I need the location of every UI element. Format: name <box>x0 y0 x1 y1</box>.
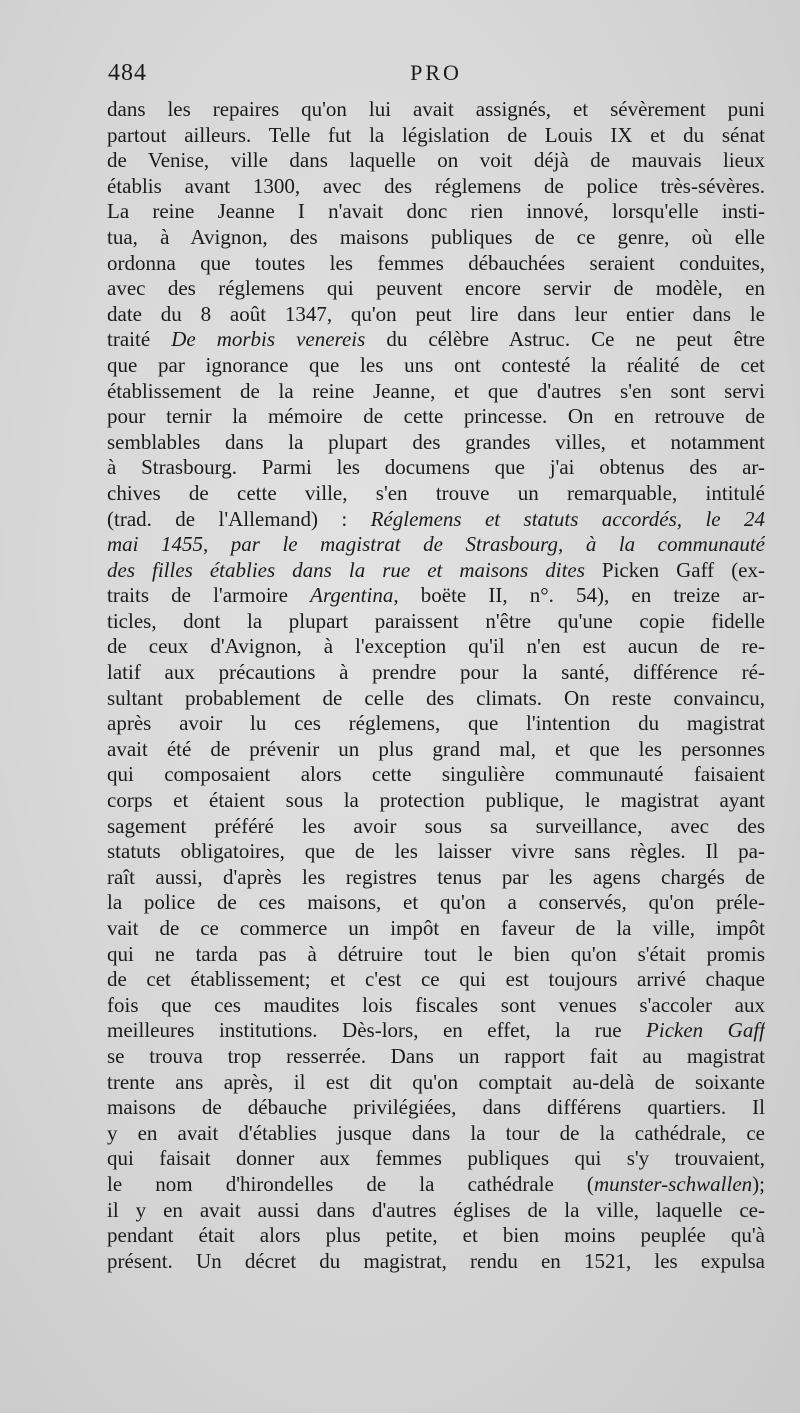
text-line: de Venise, ville dans laquelle on voit déjà de mauvais lieux <box>107 148 765 173</box>
text-line: vait de ce commerce un impôt en faveur de la ville, impôt <box>107 916 765 940</box>
italic-text: De morbis venereis <box>171 327 366 352</box>
text-line: fois que ces maudites lois fiscales sont venues s'accoler aux <box>107 992 765 1017</box>
text-line: partout ailleurs. Telle fut la législation de Louis IX et du sénat <box>107 122 765 147</box>
text-line: avait été de prévenir un plus grand mal, et que les personnes <box>107 736 765 761</box>
italic-text: des filles établies dans la rue et maisons dites <box>107 557 585 582</box>
text-line: qui composaient alors cette singulière communauté faisaient <box>107 762 765 787</box>
italic-text: Picken Gaff <box>646 1018 765 1043</box>
text-line: dans les repaires qu'on lui avait assignés, et sévèrement puni <box>107 97 765 121</box>
text-line: sultant probablement de celle des climats. On reste convaincu, <box>107 685 765 710</box>
page-header <box>108 60 764 90</box>
text-line: chives de cette ville, s'en trouve un remarquable, intitulé <box>107 480 765 505</box>
text-line: latif aux précautions à prendre pour la santé, différence ré- <box>107 660 765 685</box>
running-head: PRO <box>410 60 462 85</box>
body-text <box>107 97 765 1274</box>
text-line: qui ne tarda pas à détruire tout le bien qu'on s'était promis <box>107 941 765 966</box>
text-line: (trad. de l'Allemand) : Réglemens et statuts accordés, le 24 <box>107 506 765 531</box>
text-line: raît aussi, d'après les registres tenus par les agens chargés de <box>107 864 765 889</box>
text-line: semblables dans la plupart des grandes villes, et notamment <box>107 429 765 454</box>
italic-text: mai 1455, par le magistrat de Strasbourg, à la communauté <box>107 532 765 557</box>
text-line: La reine Jeanne I n'avait donc rien innové, lorsqu'elle insti- <box>107 199 765 224</box>
text-line: maisons de débauche privilégiées, dans différens quartiers. Il <box>107 1095 765 1120</box>
text-line: des filles établies dans la rue et maisons dites Picken Gaff (ex- <box>107 557 765 582</box>
text-line: y en avait d'établies jusque dans la tour de la cathédrale, ce <box>107 1120 765 1145</box>
text-line: que par ignorance que les uns ont contesté la réalité de cet <box>107 352 765 377</box>
italic-text: Réglemens et statuts accordés, le 24 <box>370 506 765 531</box>
text-line: présent. Un décret du magistrat, rendu en 1521, les expulsa <box>107 1248 765 1273</box>
text-line: statuts obligatoires, que de les laisser vivre sans règles. Il pa- <box>107 839 765 864</box>
text-line: meilleures institutions. Dès-lors, en effet, la rue Picken Gaff <box>107 1018 765 1043</box>
text-line <box>107 532 765 558</box>
text-line: ticles, dont la plupart paraissent n'être qu'une copie fidelle <box>107 608 765 633</box>
text-line: établis avant 1300, avec des réglemens de police très-sévères. <box>107 173 765 198</box>
text-line: traits de l'armoire Argentina, boëte II, n°. 54), en treize ar- <box>107 583 765 608</box>
text-line: à Strasbourg. Parmi les documens que j'ai obtenus des ar- <box>107 455 765 480</box>
text-line: traité De morbis venereis du célèbre Astruc. Ce ne peut être <box>107 327 765 352</box>
text-line: avec des réglemens qui peuvent encore servir de modèle, en <box>107 276 765 301</box>
text-line: sagement préféré les avoir sous sa surveillance, avec des <box>107 813 765 838</box>
text-line: date du 8 août 1347, qu'on peut lire dans leur entier dans le <box>107 301 765 326</box>
text-line: trente ans après, il est dit qu'on comptait au-delà de soixante <box>107 1069 765 1094</box>
text-line: il y en avait aussi dans d'autres églises de la ville, laquelle ce- <box>107 1197 765 1222</box>
text-line: corps et étaient sous la protection publique, le magistrat ayant <box>107 788 765 813</box>
text-line: la police de ces maisons, et qu'on a conservés, qu'on préle- <box>107 890 765 915</box>
text-line: de ceux d'Avignon, à l'exception qu'il n'en est aucun de re- <box>107 634 765 659</box>
text-line: pour ternir la mémoire de cette princesse. On en retrouve de <box>107 404 765 429</box>
text-line: qui faisait donner aux femmes publiques qui s'y trouvaient, <box>107 1146 765 1171</box>
text-line: après avoir lu ces réglemens, que l'intention du magistrat <box>107 711 765 736</box>
page-number: 484 <box>108 60 147 86</box>
text-line: établissement de la reine Jeanne, et que d'autres s'en sont servi <box>107 378 765 403</box>
text-line: ordonna que toutes les femmes débauchées seraient conduites, <box>107 250 765 275</box>
italic-text: Argentina <box>310 583 394 608</box>
text-line: se trouva trop resserrée. Dans un rapport fait au magistrat <box>107 1043 765 1068</box>
text-line: tua, à Avignon, des maisons publiques de ce genre, où elle <box>107 224 765 249</box>
text-line: le nom d'hirondelles de la cathédrale (munster-schwallen); <box>107 1171 765 1196</box>
text-line: de cet établissement; et c'est ce qui est toujours arrivé chaque <box>107 967 765 992</box>
text-line: pendant était alors plus petite, et bien moins peuplée qu'à <box>107 1223 765 1248</box>
italic-text: munster-schwallen <box>593 1171 753 1196</box>
